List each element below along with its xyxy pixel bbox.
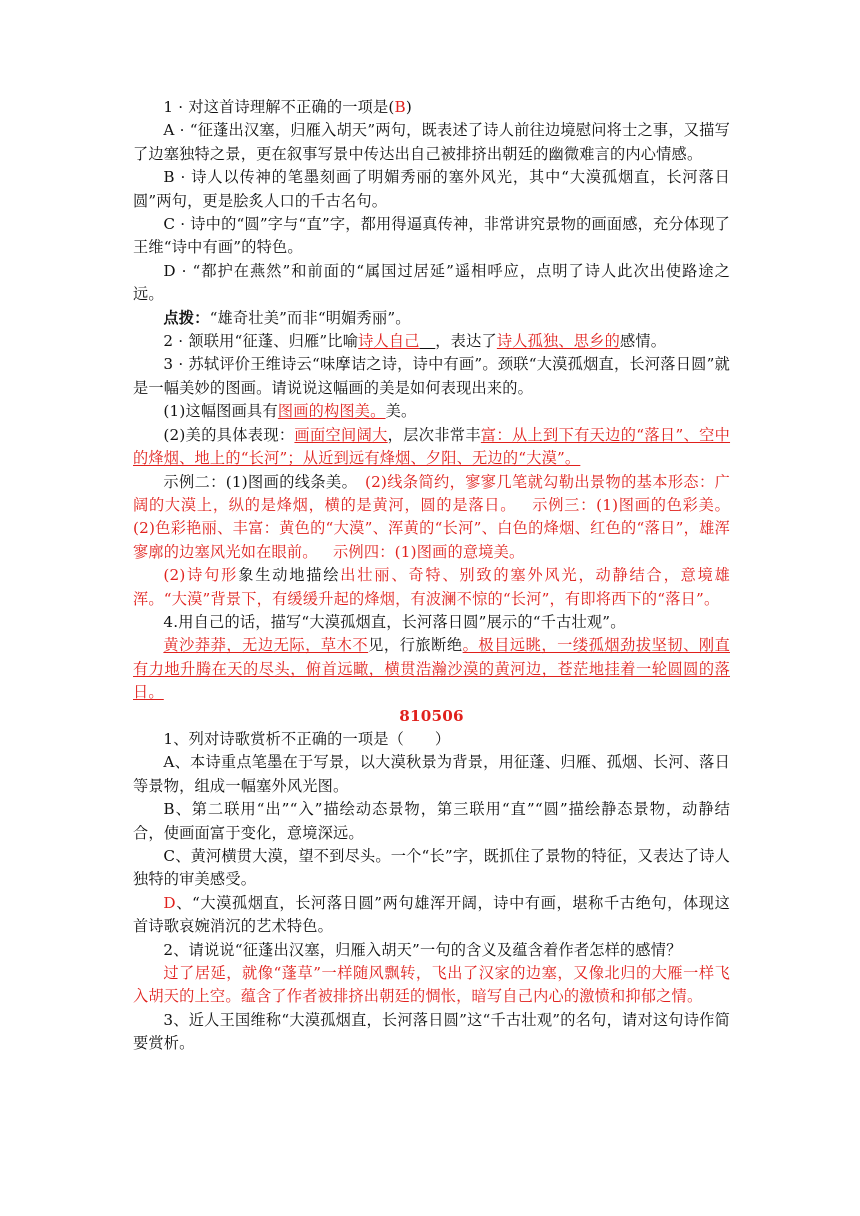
- example-4-text-c: 出壮丽、奇特、别致的塞外风光，动静结合，意境雄浑。“大漠”背景下，有缓缓升起的烽烟，有波澜不惊的“长河”，有即将西下的“落日”。: [133, 566, 730, 608]
- example-3-label: 示例三：(1)图画的色彩美。: [531, 495, 730, 514]
- question-2-answer-1: 诗人自己: [358, 332, 420, 351]
- p2-option-d-text: 、“大漠孤烟直，长河落日圆”两句雄浑开阔，诗中有画，堪称千古绝句，体现这首诗歌哀婉消沉的艺术特色。: [133, 893, 730, 936]
- question-3-part-1-answer: 图画的构图美。: [277, 402, 386, 421]
- question-2-end: 感情。: [619, 332, 667, 351]
- question-2: [133, 330, 730, 353]
- p2-option-a: A、本诗重点笔墨在于写景，以大漠秋景为背景，用征蓬、归雁、孤烟、长河、落日等景物，组成一幅塞外风光图。: [133, 753, 730, 795]
- question-1-answer: B: [394, 98, 406, 116]
- question-4-answer-b: 见，行旅断绝: [368, 636, 463, 655]
- p2-question-3: 3、近人王国维称“大漠孤烟直，长河落日圆”这“千古壮观”的名句，请对这句诗作简要赏析。: [133, 1010, 730, 1053]
- examples: [133, 471, 730, 565]
- example-2-text: (2)线条简约，寥寥几笔就勾勒出景物的基本形态：广阔的大漠上，纵的是烽烟，横的是黄河，圆的是落日。: [133, 472, 730, 514]
- question-2-answer-2: 诗人孤独、思乡的: [496, 332, 620, 351]
- p2-option-d-letter: D: [163, 893, 176, 912]
- document-body: [133, 96, 730, 1056]
- tip-label: 点拨：: [163, 308, 210, 327]
- p2-question-2: 2、请说说“征蓬出汉塞，归雁入胡天”一句的含义及蕴含着作者怎样的感情？: [163, 940, 682, 959]
- question-3-part-1: [133, 400, 730, 423]
- p2-question-2-answer: 过了居延，就像“蓬草”一样随风飘转，飞出了汉家的边塞，又像北归的大雁一样飞入胡天的上空。蕴含了作者被排挤出朝廷的惆怅，暗写自己内心的激愤和抑郁之情。: [133, 964, 730, 1006]
- example-4-label: 示例四：(1)图画的意境美。: [333, 542, 525, 561]
- p2-option-d: [133, 892, 730, 939]
- question-2-mid: ，表达了: [435, 332, 497, 351]
- example-4-text-a: (2)诗句形: [163, 566, 239, 585]
- example-2-label: 示例二：(1)图画的线条美。: [163, 472, 358, 491]
- question-2-stem: 2 · 颔联用“征蓬、归雁”比喻: [163, 332, 359, 351]
- question-1: [133, 96, 730, 119]
- option-b: B · 诗人以传神的笔墨刻画了明媚秀丽的塞外风光，其中“大漠孤烟直，长河落日圆”两句，更是脍炙人口的千古名句。: [133, 168, 730, 210]
- example-3-text: (2)色彩艳丽、丰富：黄色的“大漠”、浑黄的“长河”、白色的烽烟、红色的“落日”，雄浑寥廓的边塞风光如在眼前。: [133, 519, 730, 561]
- question-4-answer-a: 黄沙莽莽，无边无际，草木不: [163, 636, 369, 655]
- question-3: 3 · 苏轼评价王维诗云“味摩诘之诗，诗中有画”。颈联“大漠孤烟直，长河落日圆”就是一幅美妙的图画。请说说这幅画的美是如何表现出来的。: [133, 355, 730, 397]
- option-d: D · “都护在燕然”和前面的“属国过居延”遥相呼应，点明了诗人此次出使路途之远。: [133, 261, 730, 304]
- example-4-text-b: 象生动地描绘: [238, 566, 341, 585]
- question-4-answer: [133, 634, 730, 704]
- option-c: C · 诗中的“圆”字与“直”字，都用得逼真传神，非常讲究景物的画面感，充分体现了王维“诗中有画”的特色。: [133, 215, 730, 257]
- p2-question-1: 1、列对诗歌赏析不正确的一项是（ ）: [163, 729, 451, 748]
- question-1-stem: 1 · 对这首诗理解不正确的一项是(: [163, 98, 395, 116]
- question-3-part-2-answer-b: 富：从上到下有天边的“落日”、空中的烽烟、地上的“长河”；从近到远有烽烟、夕阳、无边的“大漠”。: [133, 425, 731, 468]
- section-code: [133, 705, 730, 728]
- example-4-detail: [133, 564, 730, 611]
- tip-text: “雄奇壮美”而非“明媚秀丽”。: [209, 308, 411, 327]
- question-3-part-2-answer-a: 画面空间阔大: [294, 425, 388, 444]
- question-4: 4.用自己的话，描写“大漠孤烟直，长河落日圆”展示的“千古壮观”。: [163, 612, 626, 631]
- question-3-part-2: [133, 424, 730, 471]
- question-4-answer-c: 。极目远眺，一缕孤烟劲拔坚韧、刚直有力地升腾在天的尽头，俯首远瞰，横贯浩瀚沙漠的黄河边，苍茫地挂着一轮圆圆的落日。: [133, 636, 730, 702]
- option-a: A · “征蓬出汉塞，归雁入胡天”两句，既表述了诗人前往边境慰问将士之事，又描写了边塞独特之景，更在叙事写景中传达出自己被排挤出朝廷的幽微难言的内心情感。: [133, 121, 730, 163]
- p2-option-c: C、黄河横贯大漠，望不到尽头。一个“长”字，既抓住了景物的特征，又表达了诗人独特的审美感受。: [133, 847, 730, 889]
- question-3-part-1-stem: (1)这幅图画具有: [163, 402, 278, 421]
- p2-option-b: B、第二联用“出”“入”描绘动态景物，第三联用“直”“圆”描绘静态景物，动静结合，使画面富于变化，意境深远。: [133, 800, 730, 842]
- section-code-text: 810506: [399, 706, 464, 725]
- question-3-part-2-mid: ，层次非常丰: [387, 425, 481, 444]
- question-3-part-2-stem: (2)美的具体表现：: [163, 425, 295, 444]
- question-1-end: ): [405, 98, 413, 116]
- question-3-part-1-end: 美。: [385, 402, 417, 421]
- tip: [133, 307, 730, 330]
